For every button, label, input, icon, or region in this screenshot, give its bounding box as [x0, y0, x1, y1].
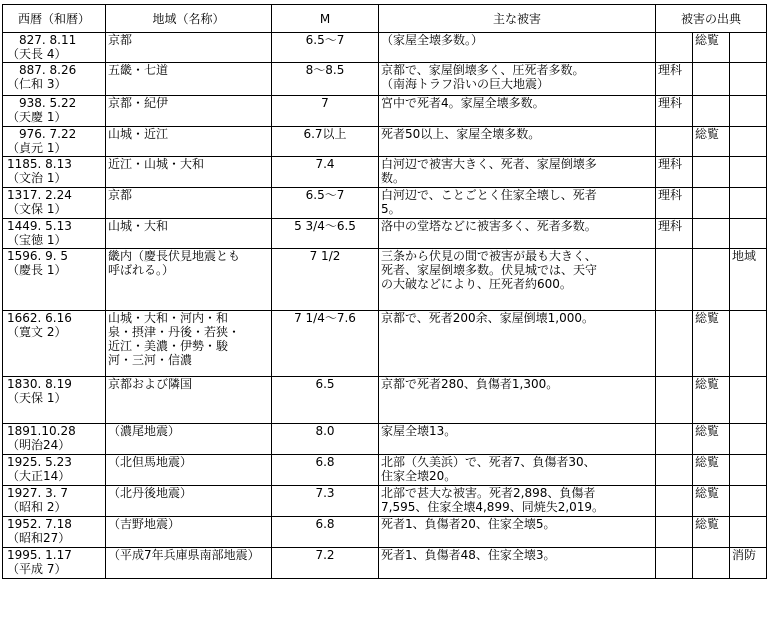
table-row [3, 424, 767, 455]
damage-cell: 死者50以上、家屋全壊多数。 [379, 127, 656, 157]
damage-cell: 三条から伏見の間で被害が最も大きく、 死者、家屋倒壊多数。伏見城では、天守 の大破などにより、圧死者約600。 [379, 249, 656, 311]
source-other-cell [730, 33, 767, 63]
source-rika-cell [656, 127, 693, 157]
damage-cell: 白河辺で、ことごとく住家全壊し、死者 5。 [379, 188, 656, 219]
damage-cell: 北部（久美浜）で、死者7、負傷者30、 住家全壊20。 [379, 455, 656, 486]
date-cell: 1925. 5.23 （大正14） [3, 455, 106, 486]
source-soran-cell: 総覧 [693, 424, 730, 455]
region-cell: 京都 [106, 188, 272, 219]
source-other-cell: 消防 [730, 548, 767, 579]
date-cell: 1830. 8.19 （天保 1） [3, 377, 106, 424]
source-soran-cell: 総覧 [693, 517, 730, 548]
header-magnitude: M [272, 5, 379, 33]
source-other-cell [730, 188, 767, 219]
damage-cell: 死者1、負傷者20、住家全壊5。 [379, 517, 656, 548]
source-rika-cell [656, 311, 693, 377]
date-cell: 976. 7.22 （貞元 1） [3, 127, 106, 157]
magnitude-cell: 7.4 [272, 157, 379, 188]
source-rika-cell [656, 33, 693, 63]
source-rika-cell: 理科 [656, 63, 693, 96]
source-soran-cell [693, 63, 730, 96]
magnitude-cell: 6.8 [272, 455, 379, 486]
magnitude-cell: 8.0 [272, 424, 379, 455]
source-soran-cell [693, 96, 730, 127]
date-cell: 1952. 7.18 （昭和27） [3, 517, 106, 548]
magnitude-cell: 7 1/4～7.6 [272, 311, 379, 377]
source-soran-cell: 総覧 [693, 33, 730, 63]
magnitude-cell: 8～8.5 [272, 63, 379, 96]
date-cell: 1891.10.28 （明治24） [3, 424, 106, 455]
date-cell: 1995. 1.17 （平成 7） [3, 548, 106, 579]
region-cell: （平成7年兵庫県南部地震） [106, 548, 272, 579]
magnitude-cell: 6.5～7 [272, 33, 379, 63]
earthquake-table-container [2, 4, 767, 579]
region-cell: 京都・紀伊 [106, 96, 272, 127]
source-rika-cell [656, 548, 693, 579]
damage-cell: 宮中で死者4。家屋全壊多数。 [379, 96, 656, 127]
table-row [3, 157, 767, 188]
damage-cell: （家屋全壊多数。） [379, 33, 656, 63]
magnitude-cell: 7.2 [272, 548, 379, 579]
source-other-cell [730, 96, 767, 127]
source-soran-cell: 総覧 [693, 486, 730, 517]
source-other-cell [730, 517, 767, 548]
source-rika-cell [656, 517, 693, 548]
source-other-cell [730, 63, 767, 96]
date-cell: 1596. 9. 5 （慶長 1） [3, 249, 106, 311]
table-row [3, 63, 767, 96]
source-rika-cell [656, 455, 693, 486]
region-cell: 山城・近江 [106, 127, 272, 157]
source-other-cell [730, 486, 767, 517]
source-rika-cell [656, 424, 693, 455]
header-source: 被害の出典 [656, 5, 767, 33]
source-rika-cell: 理科 [656, 96, 693, 127]
region-cell: 近江・山城・大和 [106, 157, 272, 188]
source-soran-cell: 総覧 [693, 127, 730, 157]
table-row [3, 517, 767, 548]
source-soran-cell: 総覧 [693, 377, 730, 424]
source-soran-cell [693, 188, 730, 219]
date-cell: 1317. 2.24 （文保 1） [3, 188, 106, 219]
region-cell: 畿内（慶長伏見地震とも 呼ばれる。） [106, 249, 272, 311]
damage-cell: 家屋全壊13。 [379, 424, 656, 455]
table-row [3, 486, 767, 517]
damage-cell: 京都で、死者200余、家屋倒壊1,000。 [379, 311, 656, 377]
date-cell: 827. 8.11 （天長 4） [3, 33, 106, 63]
magnitude-cell: 6.5～7 [272, 188, 379, 219]
source-rika-cell [656, 249, 693, 311]
region-cell: 京都および隣国 [106, 377, 272, 424]
table-row [3, 455, 767, 486]
region-cell: 山城・大和 [106, 219, 272, 249]
source-other-cell [730, 127, 767, 157]
region-cell: 京都 [106, 33, 272, 63]
table-body [3, 33, 767, 579]
source-soran-cell [693, 219, 730, 249]
source-soran-cell: 総覧 [693, 455, 730, 486]
source-rika-cell: 理科 [656, 219, 693, 249]
source-other-cell [730, 157, 767, 188]
source-rika-cell: 理科 [656, 188, 693, 219]
region-cell: （濃尾地震） [106, 424, 272, 455]
table-row [3, 249, 767, 311]
region-cell: （北但馬地震） [106, 455, 272, 486]
source-soran-cell [693, 548, 730, 579]
damage-cell: 京都で、家屋倒壊多く、圧死者多数。 （南海トラフ沿いの巨大地震） [379, 63, 656, 96]
source-rika-cell [656, 377, 693, 424]
table-row [3, 96, 767, 127]
table-row [3, 33, 767, 63]
magnitude-cell: 6.8 [272, 517, 379, 548]
region-cell: 山城・大和・河内・和 泉・摂津・丹後・若狭・ 近江・美濃・伊勢・駿 河・三河・信濃 [106, 311, 272, 377]
header-row [3, 5, 767, 33]
magnitude-cell: 6.5 [272, 377, 379, 424]
damage-cell: 京都で死者280、負傷者1,300。 [379, 377, 656, 424]
date-cell: 1185. 8.13 （文治 1） [3, 157, 106, 188]
table-row [3, 188, 767, 219]
source-soran-cell [693, 157, 730, 188]
source-other-cell [730, 219, 767, 249]
table-row [3, 377, 767, 424]
magnitude-cell: 6.7以上 [272, 127, 379, 157]
header-damage: 主な被害 [379, 5, 656, 33]
table-row [3, 548, 767, 579]
date-cell: 938. 5.22 （天慶 1） [3, 96, 106, 127]
source-soran-cell: 総覧 [693, 311, 730, 377]
magnitude-cell: 7.3 [272, 486, 379, 517]
damage-cell: 白河辺で被害大きく、死者、家屋倒壊多 数。 [379, 157, 656, 188]
damage-cell: 洛中の堂塔などに被害多く、死者多数。 [379, 219, 656, 249]
table-row [3, 127, 767, 157]
date-cell: 1927. 3. 7 （昭和 2） [3, 486, 106, 517]
source-other-cell [730, 455, 767, 486]
date-cell: 887. 8.26 （仁和 3） [3, 63, 106, 96]
header-region: 地域（名称） [106, 5, 272, 33]
magnitude-cell: 7 1/2 [272, 249, 379, 311]
region-cell: （北丹後地震） [106, 486, 272, 517]
source-other-cell [730, 311, 767, 377]
date-cell: 1449. 5.13 （宝徳 1） [3, 219, 106, 249]
source-other-cell [730, 424, 767, 455]
date-cell: 1662. 6.16 （寛文 2） [3, 311, 106, 377]
table-row [3, 311, 767, 377]
source-rika-cell [656, 486, 693, 517]
region-cell: 五畿・七道 [106, 63, 272, 96]
damage-cell: 北部で甚大な被害。死者2,898、負傷者 7,595、住家全壊4,899、同焼失2,019。 [379, 486, 656, 517]
source-rika-cell: 理科 [656, 157, 693, 188]
table-row [3, 219, 767, 249]
earthquake-history-table [2, 4, 767, 579]
header-date: 西暦（和暦） [3, 5, 106, 33]
damage-cell: 死者1、負傷者48、住家全壊3。 [379, 548, 656, 579]
magnitude-cell: 7 [272, 96, 379, 127]
source-soran-cell [693, 249, 730, 311]
source-other-cell: 地域 [730, 249, 767, 311]
region-cell: （吉野地震） [106, 517, 272, 548]
magnitude-cell: 5 3/4～6.5 [272, 219, 379, 249]
source-other-cell [730, 377, 767, 424]
